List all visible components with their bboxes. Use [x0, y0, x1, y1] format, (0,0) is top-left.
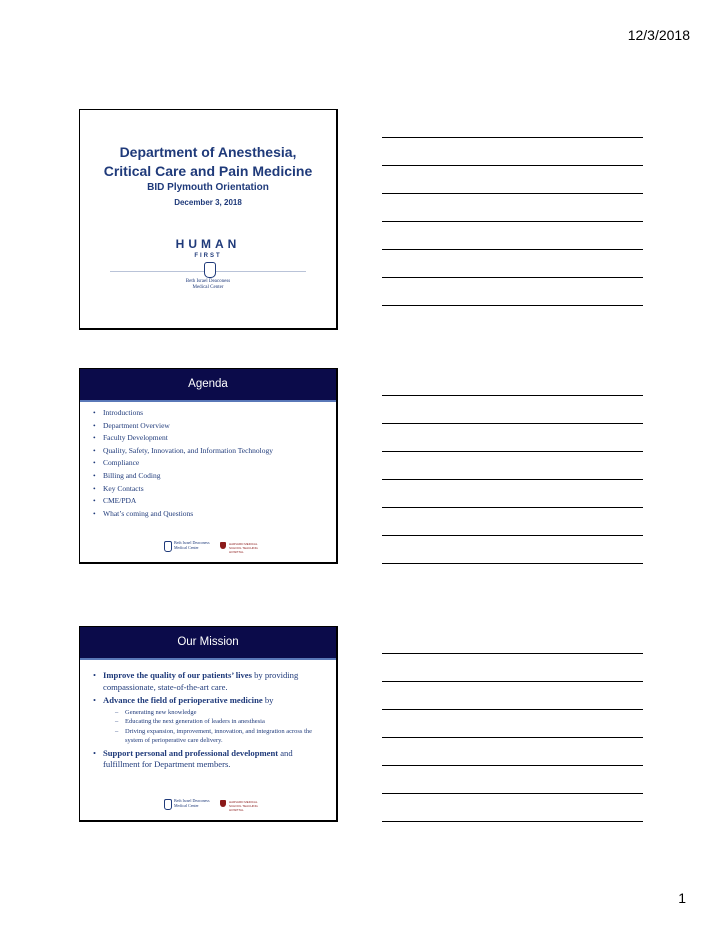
list-item: [93, 695, 328, 746]
list-item: • What’s coming and Questions: [93, 508, 328, 521]
org-line-1: Beth Israel Deaconess: [185, 279, 231, 284]
slide-agenda: [79, 368, 338, 564]
list-item: • Quality, Safety, Innovation, and Information Technology: [93, 445, 328, 458]
slide-date: December 3, 2018: [174, 198, 242, 207]
note-line: [382, 165, 643, 166]
list-item: • Introductions: [93, 407, 328, 420]
bullet-emphasis: Improve the quality of our patients’ lives: [103, 670, 252, 680]
human-first-logo: [80, 237, 336, 259]
note-line: [382, 193, 643, 194]
mission-list: [80, 660, 336, 771]
note-line: [382, 507, 643, 508]
bullet-text: by: [262, 695, 274, 705]
note-line: [382, 249, 643, 250]
title-line-2: Critical Care and Pain Medicine: [103, 163, 313, 179]
note-line: [382, 277, 643, 278]
shield-icon: [220, 800, 226, 807]
note-line: [382, 653, 643, 654]
list-item: • Department Overview: [93, 420, 328, 433]
bullet-text: by providing compassionate, state-of-the-art care.: [103, 670, 299, 692]
logo-word-human: HUMAN: [175, 237, 241, 251]
agenda-list: [80, 402, 336, 520]
slide-title: [79, 109, 338, 330]
sub-list-item: – Driving expansion, improvement, innovation, and integration across the system of perioperative care delivery.: [115, 727, 328, 746]
list-item: [93, 748, 328, 771]
affiliate-text: HARVARD MEDICAL SCHOOL TEACHING HOSPITAL: [229, 542, 258, 554]
note-line: [382, 737, 643, 738]
note-line: [382, 451, 643, 452]
note-line: [382, 535, 643, 536]
note-line: [382, 423, 643, 424]
footer-org-name: [174, 798, 218, 808]
note-line: [382, 681, 643, 682]
note-line: [382, 793, 643, 794]
logo-word-first: FIRST: [194, 253, 222, 259]
affiliate-text: HARVARD MEDICAL SCHOOL TEACHING HOSPITAL: [229, 800, 258, 812]
note-line: [382, 479, 643, 480]
note-line: [382, 137, 643, 138]
list-item: • Billing and Coding: [93, 470, 328, 483]
note-line: [382, 765, 643, 766]
list-item: • Faculty Development: [93, 432, 328, 445]
note-line: [382, 821, 643, 822]
seal-icon: [204, 262, 216, 278]
note-line: [382, 709, 643, 710]
sub-list: [103, 708, 328, 746]
org-line-1: Beth Israel Deaconess: [174, 540, 210, 545]
slide-title-heading: [80, 143, 336, 181]
note-line: [382, 305, 643, 306]
shield-icon: [220, 542, 226, 549]
print-date: 12/3/2018: [627, 27, 690, 43]
sub-list-item: – Generating new knowledge: [115, 708, 328, 718]
list-item: • Key Contacts: [93, 483, 328, 496]
org-line-2: Medical Center: [192, 285, 224, 290]
footer-logo: [80, 540, 336, 556]
bullet-emphasis: Support personal and professional development: [103, 747, 279, 758]
list-item: [93, 670, 328, 693]
footer-org-name: [174, 540, 218, 550]
org-line-2: Medical Center: [174, 545, 199, 550]
logo-org-name: [80, 279, 336, 291]
bullet-emphasis: Advance the field of perioperative medicine: [103, 695, 263, 705]
title-line-1: Department of Anesthesia,: [119, 144, 297, 160]
sub-list-item: – Educating the next generation of leaders in anesthesia: [115, 717, 328, 727]
seal-icon: [164, 541, 172, 552]
note-line: [382, 395, 643, 396]
note-line: [382, 221, 643, 222]
list-item: • CME/PDA: [93, 495, 328, 508]
footer-logo: [80, 798, 336, 814]
slide-subtitle: BID Plymouth Orientation: [147, 182, 269, 193]
org-line-2: Medical Center: [174, 803, 199, 808]
page-number: 1: [678, 890, 686, 906]
list-item: • Compliance: [93, 457, 328, 470]
org-line-1: Beth Israel Deaconess: [174, 798, 210, 803]
bullet-text: and fulfillment for Department members.: [103, 747, 293, 769]
slide-header: Agenda: [80, 369, 336, 400]
slide-header: Our Mission: [80, 627, 336, 658]
seal-icon: [164, 799, 172, 810]
note-line: [382, 563, 643, 564]
slide-mission: [79, 626, 338, 822]
